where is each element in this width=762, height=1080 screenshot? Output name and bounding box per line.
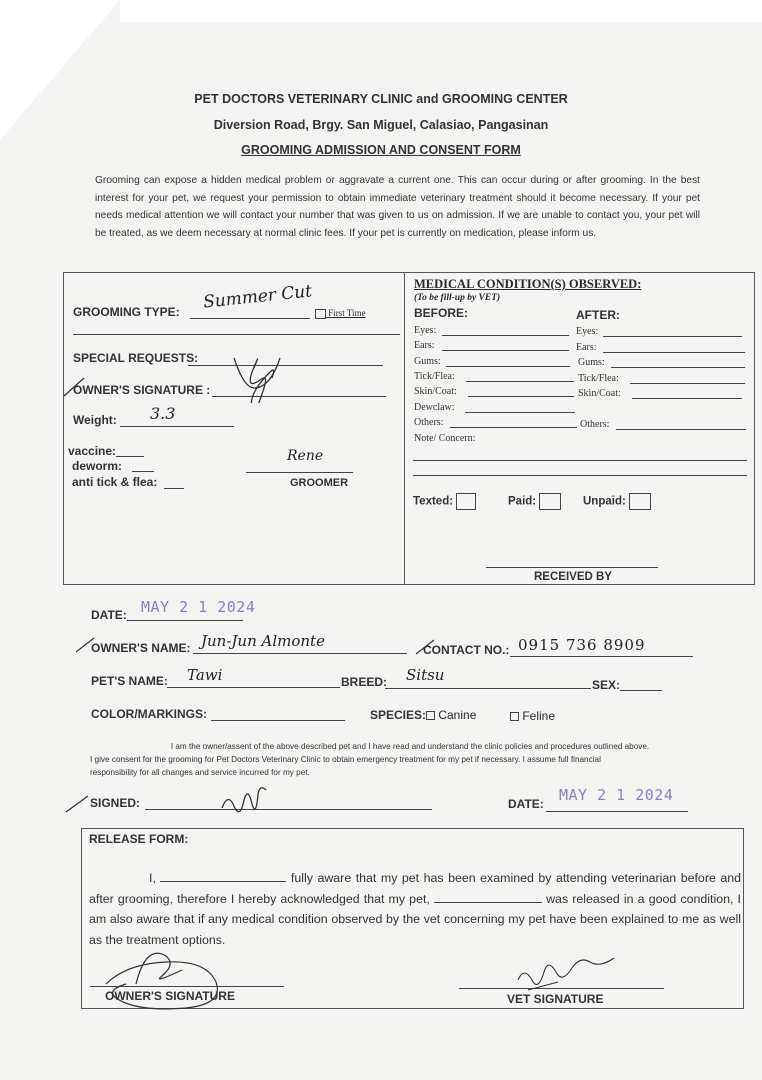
release-text-1: I, <box>149 871 156 885</box>
after-skin-label: Skin/Coat: <box>578 388 621 399</box>
breed-label: BREED: <box>341 675 388 689</box>
pet-name-label: PET'S NAME: <box>91 674 168 688</box>
anti-tick-line[interactable] <box>164 488 184 489</box>
before-ears-line[interactable] <box>442 350 569 351</box>
before-eyes-label: Eyes: <box>414 325 437 336</box>
owner-signature-label: OWNER'S SIGNATURE : <box>73 383 211 397</box>
sex-line[interactable] <box>620 690 662 691</box>
paper-top-edge <box>120 0 762 22</box>
groomer-signature: Rene <box>287 448 324 464</box>
pen-check-marks <box>76 630 516 660</box>
release-title: RELEASE FORM: <box>89 832 189 846</box>
owner-signature-scribble <box>64 338 314 403</box>
before-ears-label: Ears: <box>414 340 435 351</box>
after-others-label: Others: <box>580 419 610 430</box>
before-dewclaw-label: Dewclaw: <box>414 402 455 413</box>
color-markings-line[interactable] <box>211 720 345 721</box>
after-ears-line[interactable] <box>603 352 745 353</box>
note-line-1[interactable] <box>413 460 747 461</box>
release-text-3: was released in a good condition, I am also aware that if any medical condition observed by the vet concerning my pet have been explained to me as well as the treatment options. <box>89 891 741 947</box>
first-time-checkbox[interactable] <box>315 309 326 319</box>
release-vet-signature-label: VET SIGNATURE <box>507 992 604 1006</box>
anti-tick-label: anti tick & flea: <box>72 475 158 489</box>
received-by-line[interactable] <box>486 567 658 568</box>
contact-line <box>510 656 693 657</box>
breed-value[interactable]: Sitsu <box>406 666 445 684</box>
breed-line <box>385 688 591 689</box>
medical-title: MEDICAL CONDITION(S) OBSERVED: <box>414 277 642 291</box>
pet-name-line <box>167 687 340 688</box>
owner-name-label: OWNER'S NAME: <box>91 641 191 655</box>
received-by-label: RECEIVED BY <box>534 571 612 583</box>
unpaid-option[interactable] <box>583 493 651 510</box>
note-line-2[interactable] <box>413 475 747 476</box>
date-stamp: MAY 2 1 2024 <box>141 598 256 616</box>
vaccine-line[interactable] <box>116 456 144 457</box>
signed-label: SIGNED: <box>90 796 141 810</box>
contact-value[interactable]: 0915 736 8909 <box>518 636 646 654</box>
texted-option[interactable] <box>413 493 476 510</box>
before-gums-label: Gums: <box>414 356 441 367</box>
first-time-option[interactable] <box>315 308 366 319</box>
form-title: GROOMING ADMISSION AND CONSENT FORM <box>241 143 521 157</box>
before-label: BEFORE: <box>414 306 468 320</box>
medical-subtitle: (To be fill-up by VET) <box>414 293 501 303</box>
consent-signature-scribble <box>64 778 304 823</box>
feline-label: Feline <box>522 709 556 723</box>
clinic-address: Diversion Road, Brgy. San Miguel, Calasiao, Pangasinan <box>213 118 549 132</box>
after-eyes-line[interactable] <box>603 336 742 337</box>
release-owner-signature-scribble <box>96 944 246 1016</box>
deworm-line[interactable] <box>132 471 154 472</box>
canine-label: Canine <box>438 708 477 722</box>
after-gums-label: Gums: <box>578 357 605 368</box>
feline-checkbox[interactable] <box>510 712 519 721</box>
before-others-label: Others: <box>414 417 444 428</box>
release-pet-line[interactable] <box>434 890 542 903</box>
before-skin-label: Skin/Coat: <box>414 386 457 397</box>
contact-label: CONTACT NO.: <box>423 643 510 657</box>
paid-checkbox[interactable] <box>539 493 561 510</box>
release-name-line[interactable] <box>160 869 286 882</box>
paid-label: Paid: <box>508 495 537 508</box>
unpaid-label: Unpaid: <box>583 495 626 508</box>
consent-date-label: DATE: <box>508 797 544 811</box>
deworm-label: deworm: <box>72 459 123 473</box>
canine-checkbox[interactable] <box>426 711 435 720</box>
consent-line-2: I give consent for the grooming for Pet Doctors Veterinary Clinic to obtain emergency treatment for my pet if necessary. I assume full financial <box>90 755 601 764</box>
after-label: AFTER: <box>576 308 620 322</box>
grooming-type-value[interactable]: Summer Cut <box>202 281 313 313</box>
before-tick-line[interactable] <box>466 381 574 382</box>
clinic-name: PET DOCTORS VETERINARY CLINIC and GROOMING CENTER <box>194 92 568 106</box>
grooming-type-line-2 <box>73 334 400 335</box>
paid-option[interactable] <box>508 493 561 510</box>
texted-label: Texted: <box>413 495 454 508</box>
consent-line-1: I am the owner/assent of the above described pet and I have read and understand the clinic policies and procedures outlined above. <box>170 742 650 751</box>
release-paragraph <box>89 868 741 950</box>
groomer-line <box>246 472 353 473</box>
before-tick-label: Tick/Flea: <box>414 371 455 382</box>
vaccine-label: vaccine: <box>68 444 117 458</box>
date-label: DATE: <box>91 608 127 622</box>
note-concern-label: Note/ Concern: <box>414 433 476 444</box>
before-skin-line[interactable] <box>468 396 574 397</box>
groomer-label: GROOMER <box>290 477 349 489</box>
after-others-line[interactable] <box>616 429 746 430</box>
owner-name-value[interactable]: Jun-Jun Almonte <box>201 632 325 650</box>
color-markings-label: COLOR/MARKINGS: <box>91 707 207 721</box>
after-tick-line[interactable] <box>630 383 745 384</box>
consent-line-3: responsibility for all changes and service incurred for my pet. <box>90 768 310 777</box>
consent-date-stamp: MAY 2 1 2024 <box>559 786 674 804</box>
first-time-label: First Time <box>328 308 366 318</box>
release-owner-signature-label: OWNER'S SIGNATURE <box>105 989 235 1003</box>
before-eyes-line[interactable] <box>442 335 569 336</box>
weight-value[interactable]: 3.3 <box>150 404 176 423</box>
weight-line <box>120 426 234 427</box>
special-requests-label: SPECIAL REQUESTS: <box>73 351 199 365</box>
sex-label: SEX: <box>592 678 621 692</box>
species-label: SPECIES: <box>370 708 427 722</box>
consent-date-line <box>546 811 688 812</box>
grooming-type-line <box>190 318 310 319</box>
intro-paragraph: Grooming can expose a hidden medical problem or aggravate a current one. This can occur during or after grooming. In the best interest for your pet, we request your permission to obtain immediate veterinary treatment should it become necessary. If your pet needs medical attention we will contact your number that was given to us on admission. If we are unable to contact you, your pet will be treated, as we deem necessary at normal clinic fees. If your pet is currently on medication, please inform us. <box>95 175 700 239</box>
unpaid-checkbox[interactable] <box>629 493 651 510</box>
after-eyes-label: Eyes: <box>576 326 599 337</box>
canine-option[interactable] <box>426 708 476 722</box>
texted-checkbox[interactable] <box>456 493 476 510</box>
release-text-2: fully aware that my pet has been examined by attending veterinarian before and after grooming, therefore I hereby acknowledged that my pet, <box>89 871 742 906</box>
after-tick-label: Tick/Flea: <box>578 373 619 384</box>
before-others-line[interactable] <box>450 427 577 428</box>
before-dewclaw-line[interactable] <box>465 412 575 413</box>
after-skin-line[interactable] <box>632 398 742 399</box>
date-line <box>127 620 243 621</box>
weight-label: Weight: <box>73 413 117 427</box>
column-divider <box>404 272 405 584</box>
grooming-type-label: GROOMING TYPE: <box>73 305 180 319</box>
before-gums-line[interactable] <box>446 366 570 367</box>
pet-name-value[interactable]: Tawi <box>187 666 223 684</box>
after-gums-line[interactable] <box>611 367 745 368</box>
feline-option[interactable] <box>510 709 555 723</box>
after-ears-label: Ears: <box>576 342 597 353</box>
